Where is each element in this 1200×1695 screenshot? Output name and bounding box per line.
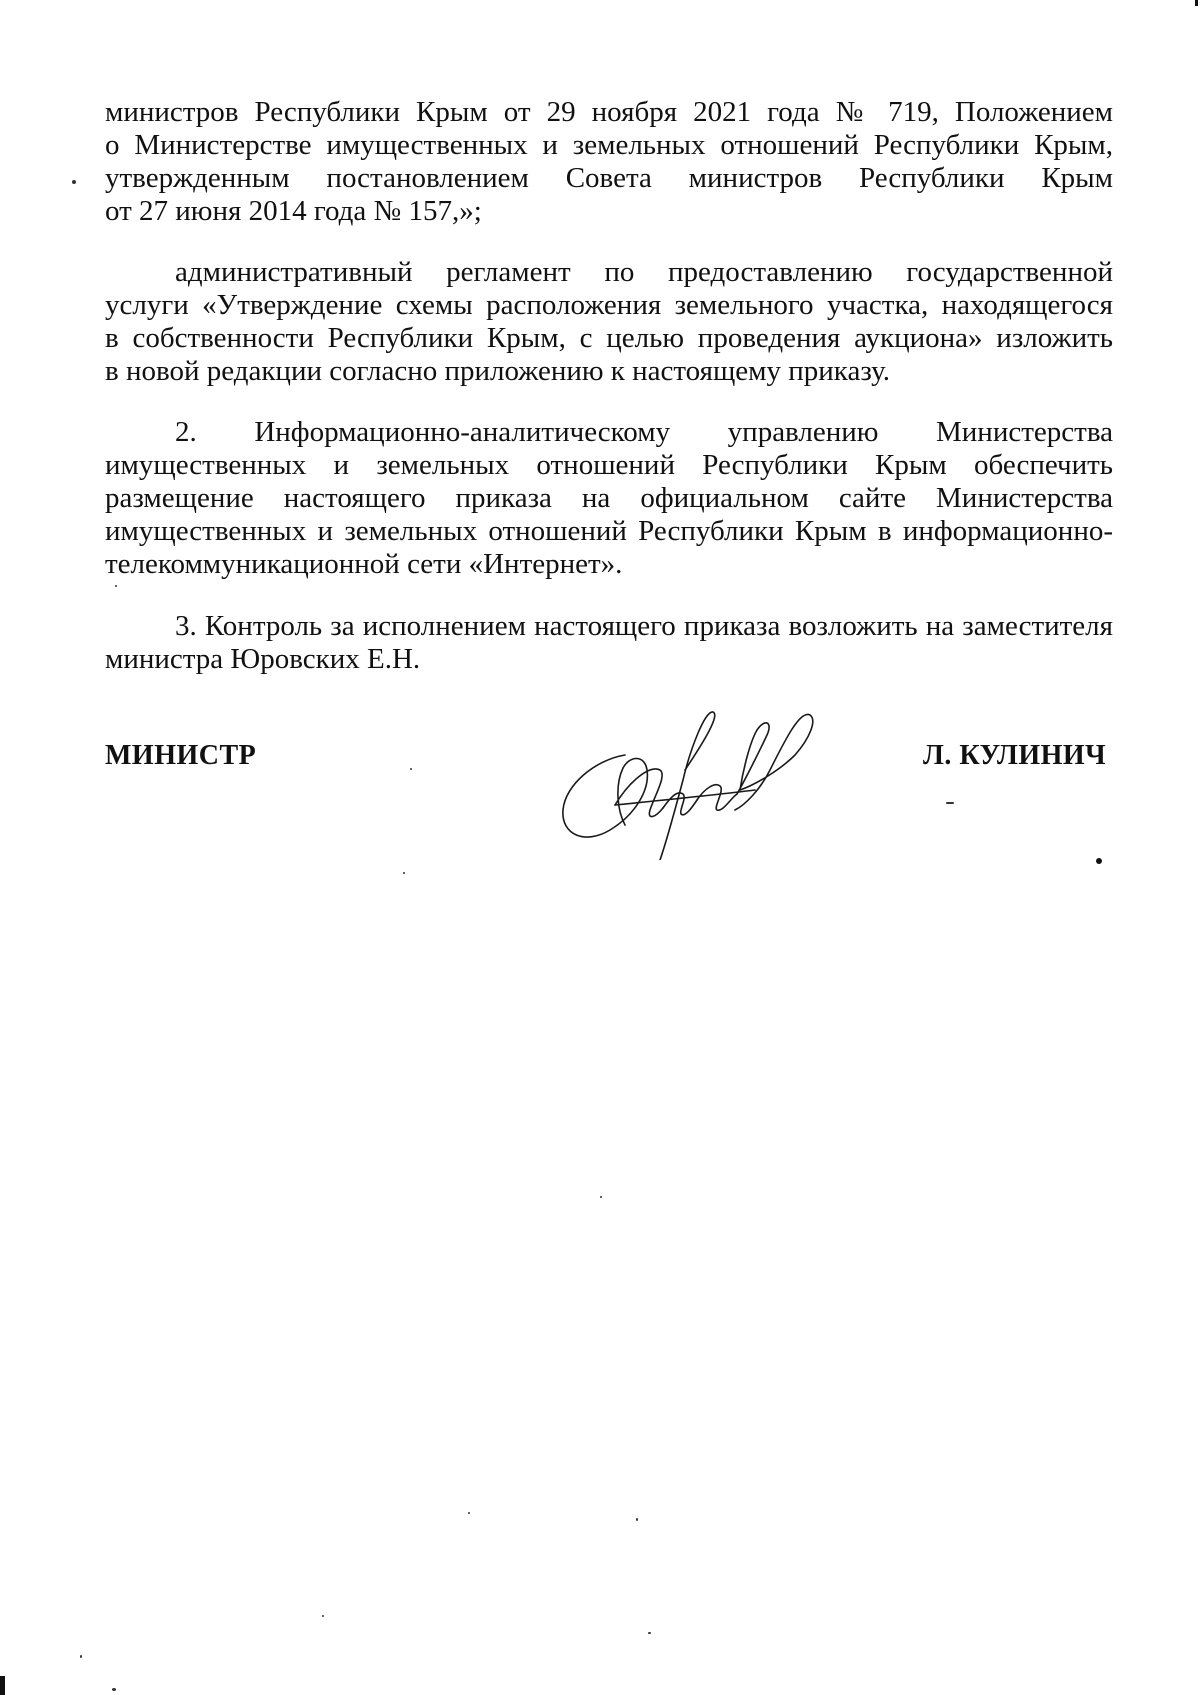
scan-speck [600, 1196, 602, 1198]
text-line: 2. Информационно-аналитическому управлению Министерства [175, 416, 1113, 448]
paragraph-item-2 [105, 416, 1113, 581]
scan-speck [1096, 858, 1102, 864]
text-line: министров Республики Крым от 29 ноября 2021 года № 719, Положением [105, 96, 1113, 128]
signer-position-title: МИНИСТР [105, 740, 257, 771]
scan-speck [112, 1688, 116, 1691]
text-line: имущественных и земельных отношений Республики Крым обеспечить [105, 449, 1113, 481]
scan-speck [72, 180, 76, 184]
handwritten-signature [555, 710, 845, 860]
scan-speck [115, 585, 117, 587]
scan-speck [80, 1655, 82, 1658]
scan-speck [636, 1518, 638, 1521]
text-line: в собственности Республики Крым, с целью проведения аукциона» изложить [105, 322, 1113, 354]
text-line: утвержденным постановлением Совета министров Республики Крым [105, 162, 1113, 194]
scan-speck [322, 1615, 324, 1617]
text-line: телекоммуникационной сети «Интернет». [105, 548, 623, 580]
scan-speck [946, 802, 954, 804]
scan-speck [648, 1632, 651, 1634]
paragraph-item-3 [105, 610, 1113, 676]
paragraph-regulation [105, 256, 1113, 388]
signer-name: Л. КУЛИНИЧ [923, 740, 1107, 771]
scan-edge-mark [1195, 0, 1198, 6]
text-line: размещение настоящего приказа на официальном сайте Министерства [105, 482, 1113, 514]
text-line: в новой редакции согласно приложению к настоящему приказу. [105, 355, 891, 387]
text-line: услуги «Утверждение схемы расположения земельного участка, находящегося [105, 289, 1113, 321]
paragraph-legal-basis [105, 96, 1113, 228]
scan-edge-mark [0, 1676, 5, 1695]
scan-speck [468, 1512, 470, 1514]
text-line: административный регламент по предоставлению государственной [175, 256, 1113, 288]
text-line: о Министерстве имущественных и земельных отношений Республики Крым, [105, 129, 1113, 161]
text-line: 3. Контроль за исполнением настоящего приказа возложить на заместителя [175, 610, 1113, 642]
scan-speck [403, 872, 405, 874]
text-line: министра Юровских Е.Н. [105, 643, 421, 675]
scan-speck [410, 768, 412, 770]
text-line: от 27 июня 2014 года № 157,»; [105, 195, 482, 227]
text-line: имущественных и земельных отношений Республики Крым в информационно- [105, 515, 1113, 547]
